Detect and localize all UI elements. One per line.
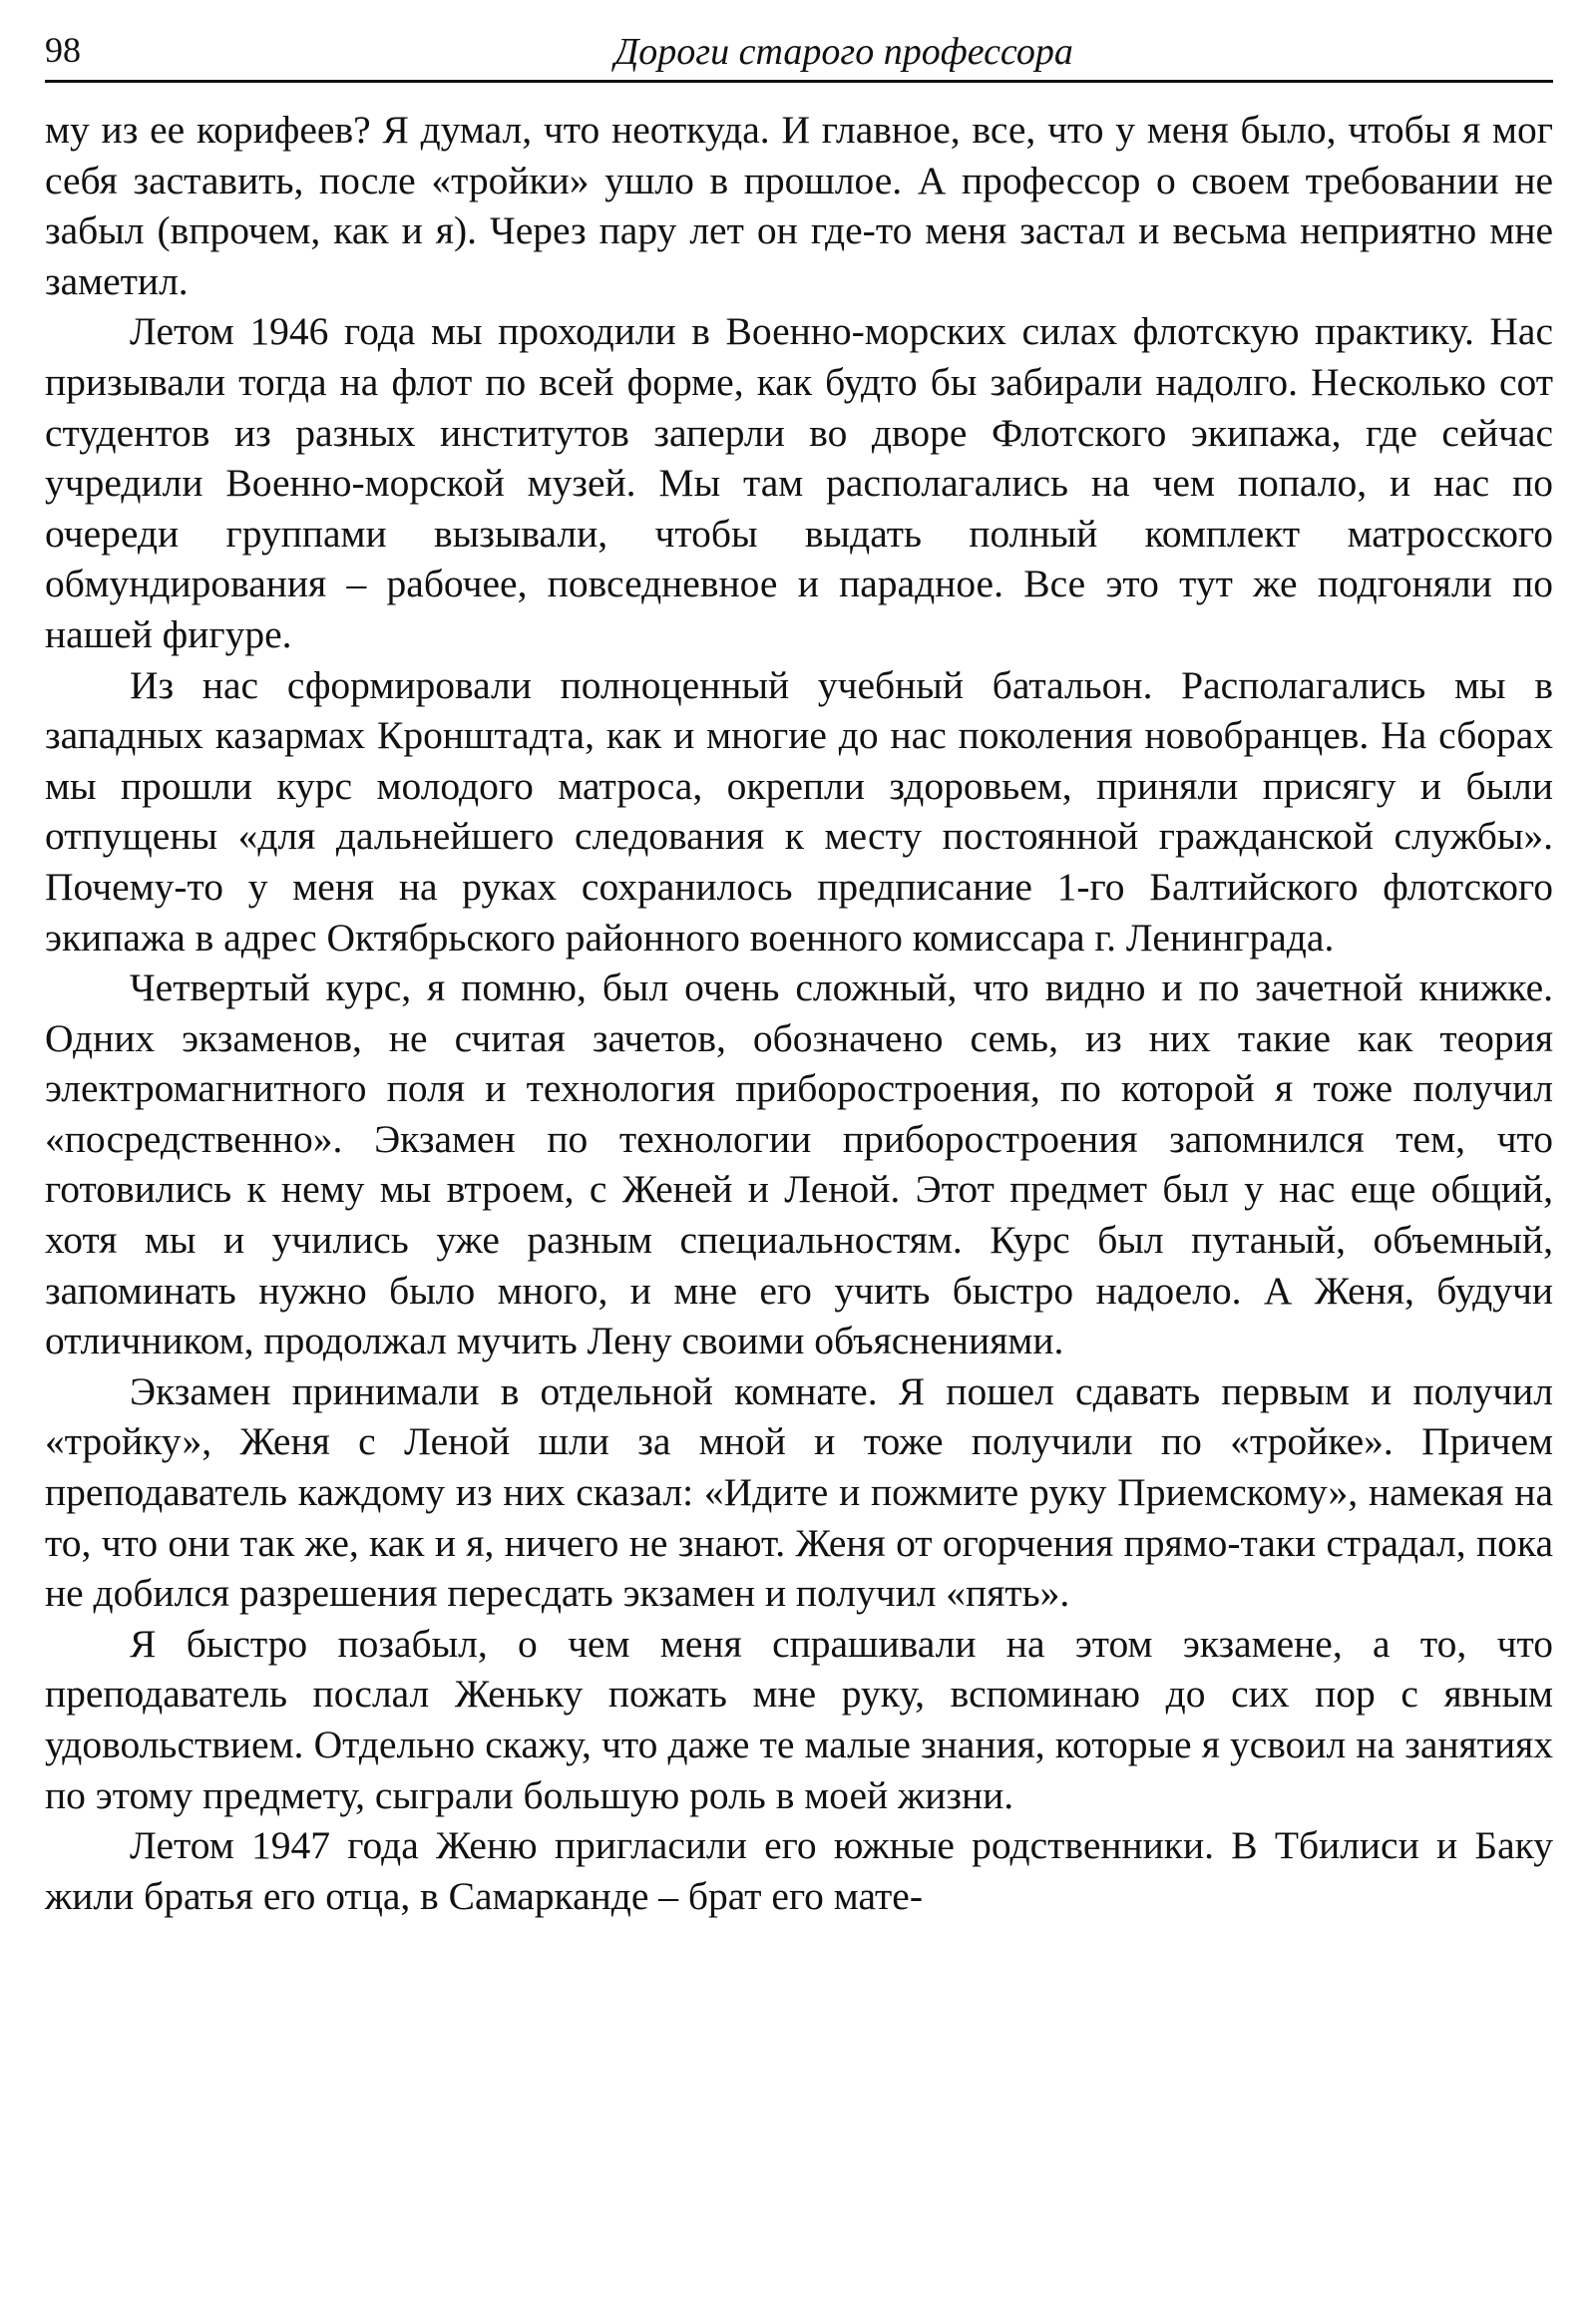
running-title: Дороги старого профессора xyxy=(614,31,1073,73)
page-number: 98 xyxy=(45,30,81,70)
paragraph: Четвертый курс, я помню, был очень сложный, что видно и по зачетной книжке. Одних экзаменов, не считая зачетов, обозначено семь, из них такие как теория электромагнитного поля и технология приборостроения, по которой я тоже получил «посредственно». Экзамен по технологии приборостроения запомнился тем, что готовились к нему мы втроем, с Женей и Леной. Этот предмет был у нас еще общий, хотя мы и учились уже разным специальностям. Курс был путаный, объемный, запоминать нужно было много, и мне его учить быстро надоело. А Женя, будучи отличником, продолжал мучить Лену своими объяснениями. xyxy=(45,965,1553,1363)
paragraph: Из нас сформировали полноценный учебный батальон. Располагались мы в западных казармах Кронштадта, как и многие до нас поколения новобранцев. На сборах мы прошли курс молодого матроса, окрепли здоровьем, приняли присягу и были отпущены «для дальнейшего следования к месту постоянной гражданской службы». Почему-то у меня на руках сохранилось предписание 1-го Балтийского флотского экипажа в адрес Октябрьского районного военного комиссара г. Ленинграда. xyxy=(45,662,1553,960)
paragraph: Я быстро позабыл, о чем меня спрашивали на этом экзамене, а то, что преподаватель послал Женьку пожать мне руку, вспоминаю до сих пор с явным удовольствием. Отдельно скажу, что даже те малые знания, которые я усвоил на занятиях по этому предмету, сыграли большую роль в моей жизни. xyxy=(45,1621,1553,1817)
page-header xyxy=(45,22,1553,83)
paragraph-continuation: му из ее корифеев? Я думал, что неоткуда. И главное, все, что у меня было, чтобы я мог себя заставить, после «тройки» ушло в прошлое. А профессор о своем требовании не забыл (впрочем, как и я). Через пару лет он где-то меня застал и весьма неприятно мне заметил. xyxy=(45,108,1553,303)
book-page xyxy=(45,22,1553,1921)
paragraph: Летом 1947 года Женю пригласили его южные родственники. В Тбилиси и Баку жили братья его отца, в Самарканде – брат его мате- xyxy=(45,1823,1553,1918)
paragraph: Летом 1946 года мы проходили в Военно-морских силах флотскую практику. Нас призывали тогда на флот по всей форме, как будто бы забирали надолго. Несколько сот студентов из разных институтов заперли во дворе Флотского экипажа, где сейчас учредили Военно-морской музей. Мы там располагались на чем попало, и нас по очереди группами вызывали, чтобы выдать полный комплект матросского обмундирования – рабочее, повседневное и парадное. Все это тут же подгоняли по нашей фигуре. xyxy=(45,309,1553,656)
body-text xyxy=(45,105,1553,1921)
paragraph: Экзамен принимали в отдельной комнате. Я пошел сдавать первым и получил «тройку», Женя с Леной шли за мной и тоже получили по «тройке». Причем преподаватель каждому из них сказал: «Идите и пожмите руку Приемскому», намекая на то, что они так же, как и я, ничего не знают. Женя от огорчения прямо-таки страдал, пока не добился разрешения пересдать экзамен и получил «пять». xyxy=(45,1368,1553,1616)
